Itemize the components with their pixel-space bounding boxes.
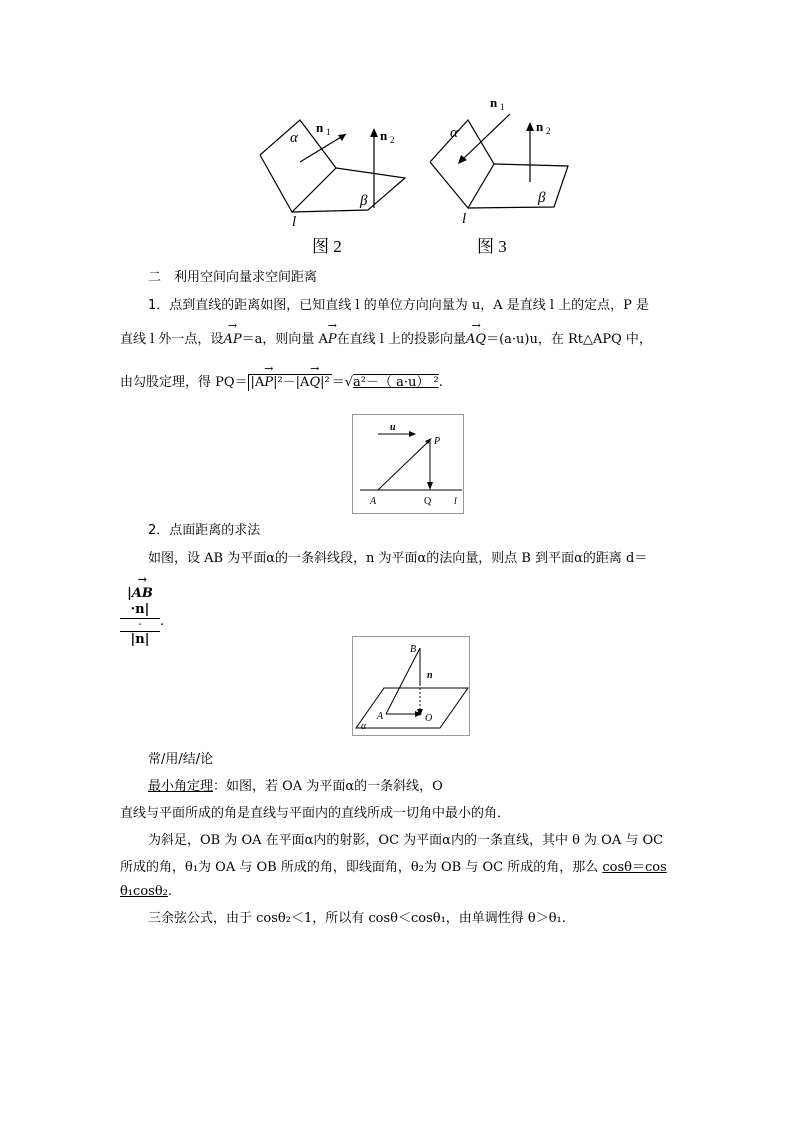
conclusion-line4	[120, 860, 667, 876]
n2-sub: 2	[390, 135, 395, 145]
alpha-label: α	[361, 721, 367, 732]
theorem-name: 最小角定理	[148, 779, 214, 794]
section-heading: 二 利用空间向量求空间距离	[148, 270, 318, 285]
conclusion-line1	[148, 779, 443, 795]
text: ：如图，若 OA 为平面α的一条斜线，O	[213, 779, 443, 794]
text: ＝(a·u)u，在 Rt△APQ 中，	[486, 332, 652, 347]
q-label: Q	[424, 496, 432, 507]
item1-text1: 如图，已知直线 l 的单位方向向量为 u，A 是直线 l 上的定点，P 是	[260, 298, 650, 313]
a-label: A	[370, 496, 377, 507]
figure-2	[250, 100, 420, 260]
vector-ap: → AP	[223, 332, 241, 348]
item1-line3	[120, 374, 443, 391]
text: 直线 l 外一点，设	[120, 332, 224, 347]
conclusion-line6: 三余弦公式，由于 cosθ₂＜1，所以有 cosθ＜cosθ₁，由单调性得 θ＞θ₁.	[148, 911, 566, 926]
text: 由勾股定理，得 PQ＝	[120, 375, 248, 390]
conclusion-line5	[120, 884, 172, 900]
l-label: l	[462, 211, 467, 227]
beta-label: β	[538, 190, 546, 206]
figure-3-caption: 图 3	[477, 237, 507, 256]
figure-point-plane	[352, 636, 470, 736]
formula: cosθ＝cos	[602, 860, 667, 875]
text: 在直线 l 上的投影向量	[336, 332, 467, 347]
b-label: B	[410, 644, 417, 655]
vector-p: → P	[264, 375, 273, 391]
item2-title: 2．点面距离的求法	[148, 523, 261, 538]
text: ＝√	[331, 375, 354, 390]
text: 所成的角，θ₁为 OA 与 OB 所成的角，即线面角，θ₂为 OB 与 OC 所成的角，那么	[120, 860, 603, 875]
item1-line1	[148, 298, 649, 314]
l-label: l	[292, 214, 297, 230]
vector-ab: → AB	[132, 586, 153, 602]
n1-sub: 1	[500, 102, 505, 112]
n-label: n	[427, 670, 433, 681]
text: ＝a，则向量 A	[241, 332, 328, 347]
n2-sub: 2	[546, 126, 551, 136]
formula: θ₁cosθ₂	[120, 884, 168, 899]
text: ·n|	[130, 602, 150, 617]
item2-line1: 如图，设 AB 为平面α的一条斜线段，n 为平面α的法向量，则点 B 到平面α的距离 d＝	[148, 551, 648, 566]
vector-q: → Q	[309, 375, 320, 391]
vector-aq: → AQ	[466, 332, 486, 348]
alpha-label: α	[290, 130, 298, 146]
fraction-bar: -	[120, 618, 160, 631]
distance-fraction	[120, 586, 160, 648]
n1-sub: 1	[326, 127, 331, 137]
n2-label: n	[380, 128, 388, 143]
l-label: l	[454, 496, 457, 507]
fraction-dot: .	[160, 614, 165, 629]
n1-label: n	[490, 95, 498, 110]
root-1	[248, 374, 332, 391]
conclusion-line3: 为斜足，OB 为 OA 在平面α内的射影，OC 为平面α内的一条直线，其中 θ 为 OA 与 OC	[148, 833, 664, 848]
a-label: A	[377, 711, 384, 722]
figure-2-caption: 图 2	[312, 237, 342, 256]
n2-label: n	[536, 119, 544, 134]
text: |A	[250, 375, 265, 390]
vector-p: → P	[328, 332, 337, 348]
alpha-label: α	[450, 125, 458, 141]
u-label: u	[390, 422, 396, 433]
o-label: O	[425, 713, 433, 724]
item1-title: 1．点到直线的距离	[148, 298, 261, 313]
text: .	[438, 375, 443, 390]
beta-label: β	[360, 193, 368, 209]
p-label: P	[434, 436, 441, 447]
n1-label: n	[316, 120, 324, 135]
denominator: |n|	[120, 631, 160, 648]
text: |	[127, 586, 132, 601]
text: .	[167, 884, 172, 899]
figure-point-line	[352, 414, 464, 514]
conclusion-title: 常/用/结/论	[148, 752, 214, 767]
item1-line2	[120, 332, 652, 348]
figure-3	[420, 90, 590, 260]
root-2: a²－（ a·u） ²	[353, 375, 439, 390]
conclusion-line2: 直线与平面所成的角是直线与平面内的直线所成一切角中最小的角．	[120, 806, 511, 821]
text: |²－|A	[273, 375, 310, 390]
numerator	[120, 586, 160, 618]
text: |²	[320, 375, 330, 390]
